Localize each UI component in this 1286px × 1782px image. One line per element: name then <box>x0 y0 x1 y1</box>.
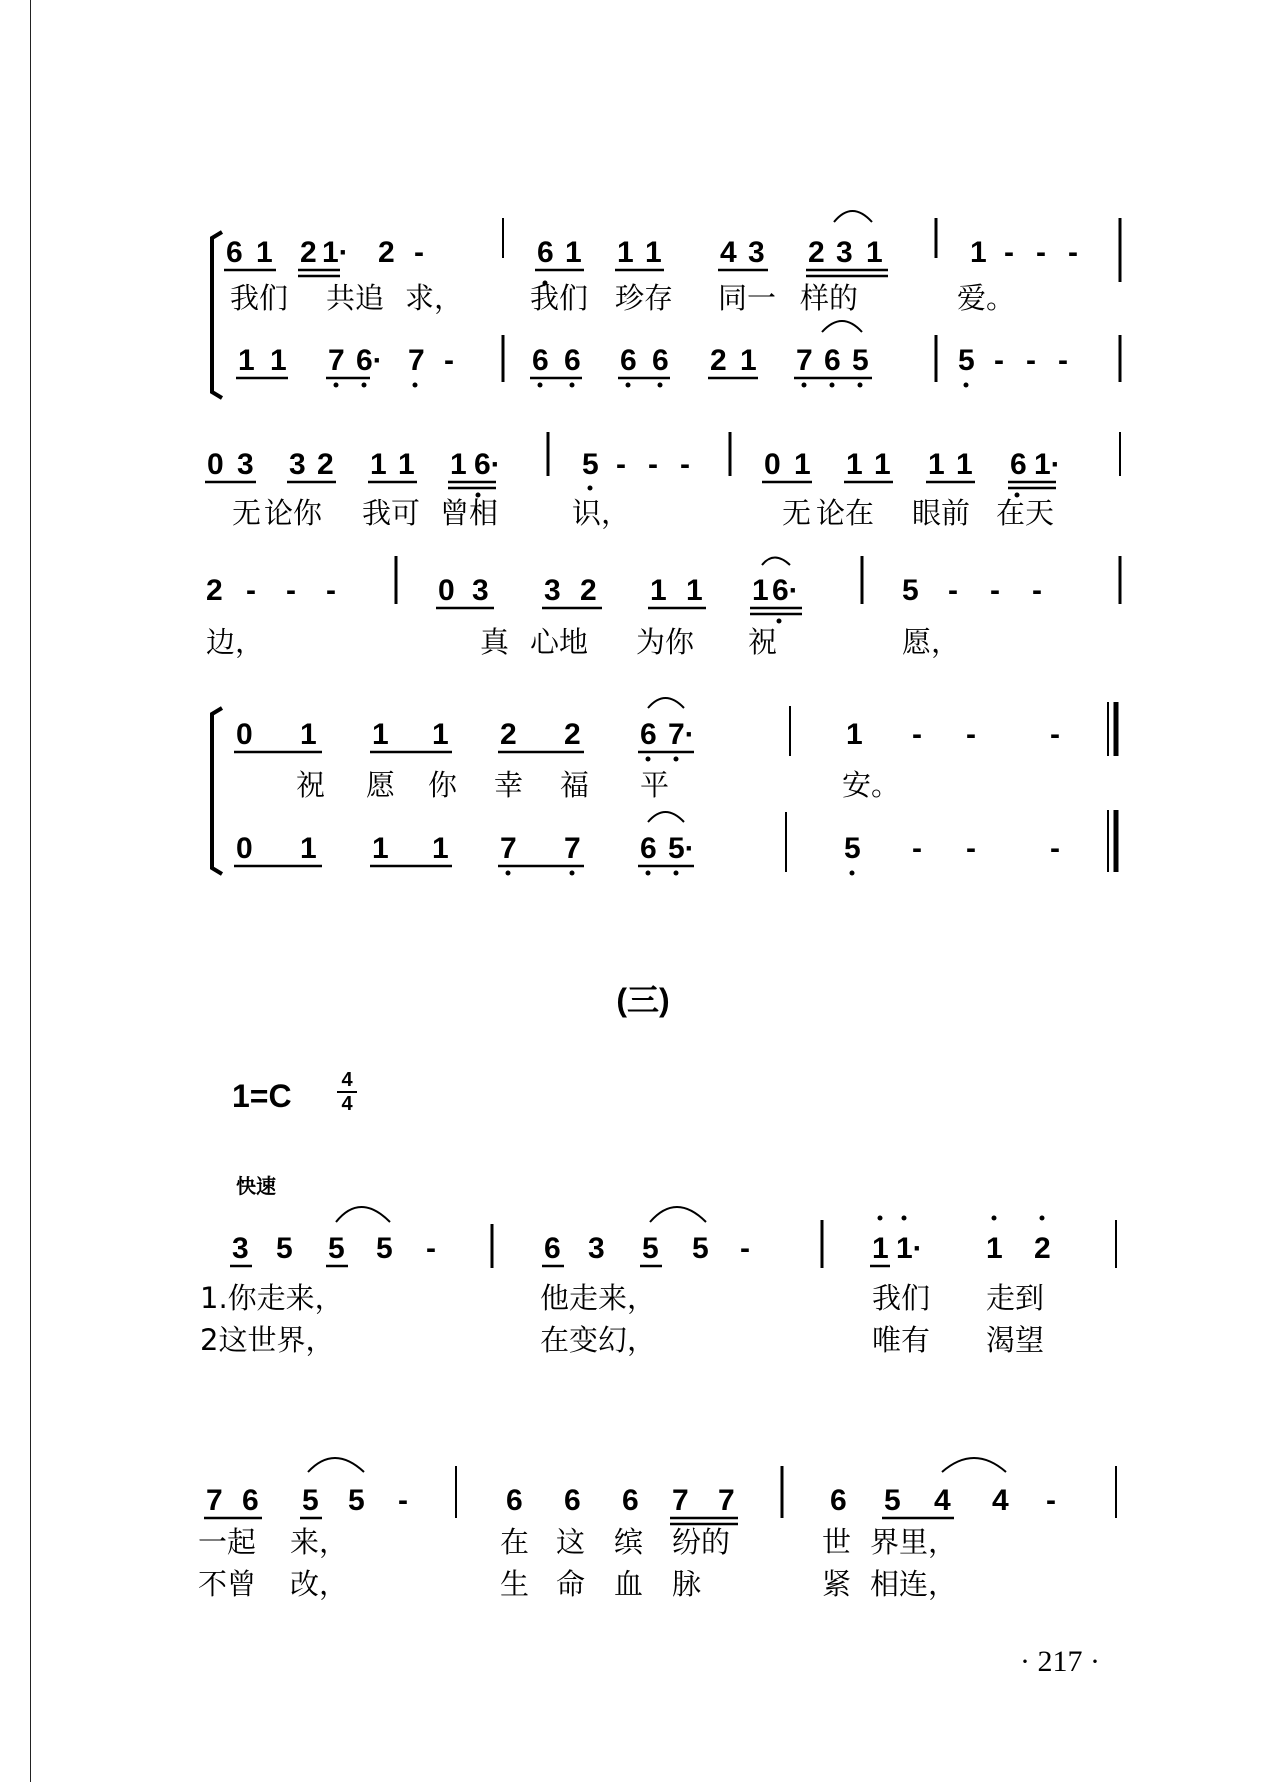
svg-text:7: 7 <box>328 344 345 377</box>
svg-text:1: 1 <box>432 832 449 865</box>
svg-text:1: 1 <box>270 344 287 377</box>
svg-text:6: 6 <box>544 1232 561 1265</box>
svg-text:6·: 6· <box>772 574 799 607</box>
svg-text:他走来，: 他走来， <box>540 1281 657 1315</box>
svg-text:为你: 为你 <box>636 625 695 659</box>
svg-text:改，: 改， <box>290 1567 349 1601</box>
svg-text:7: 7 <box>564 832 581 865</box>
svg-text:3: 3 <box>232 1232 249 1265</box>
svg-text:1.你走来，: 1.你走来， <box>200 1281 344 1315</box>
svg-text:1: 1 <box>370 448 387 481</box>
svg-text:来，: 来， <box>290 1525 349 1559</box>
svg-text:6: 6 <box>640 832 657 865</box>
svg-text:识，: 识， <box>572 496 631 530</box>
key-signature: 1=C <box>232 1078 292 1114</box>
svg-text:-: - <box>680 448 690 481</box>
svg-text:我可: 我可 <box>362 496 421 530</box>
svg-text:7: 7 <box>408 344 425 377</box>
svg-text:0: 0 <box>438 574 455 607</box>
svg-text:3: 3 <box>544 574 561 607</box>
svg-text:-: - <box>1032 574 1042 607</box>
svg-text:1: 1 <box>874 448 891 481</box>
svg-text:6: 6 <box>824 344 841 377</box>
svg-text:边，: 边， <box>206 625 265 659</box>
lyrics-verse-1 <box>200 1281 1044 1315</box>
svg-text:共追: 共追 <box>326 281 385 315</box>
svg-text:曾相: 曾相 <box>440 496 499 530</box>
svg-text:5: 5 <box>348 1484 365 1517</box>
svg-text:-: - <box>994 344 1004 377</box>
system-4 <box>212 698 1116 876</box>
svg-text:1: 1 <box>450 448 467 481</box>
svg-text:在天: 在天 <box>996 496 1055 530</box>
lyrics-verse-2-cont <box>198 1567 957 1601</box>
system-6 <box>198 1458 1116 1601</box>
svg-text:3: 3 <box>836 236 853 269</box>
svg-text:血: 血 <box>614 1567 644 1601</box>
svg-text:-: - <box>966 832 976 865</box>
svg-text:5: 5 <box>276 1232 293 1265</box>
svg-text:1: 1 <box>752 574 769 607</box>
svg-text:幸: 幸 <box>494 768 524 802</box>
svg-text:4: 4 <box>720 236 737 269</box>
svg-text:5: 5 <box>884 1484 901 1517</box>
system-2 <box>205 432 1120 530</box>
svg-text:界里，: 界里， <box>870 1525 958 1559</box>
svg-text:2这世界，: 2这世界， <box>200 1323 335 1357</box>
svg-text:缤: 缤 <box>614 1525 644 1559</box>
svg-text:-: - <box>1058 344 1068 377</box>
svg-text:-: - <box>648 448 658 481</box>
system-3 <box>206 556 1120 659</box>
svg-text:我们: 我们 <box>230 281 289 315</box>
lower-voice-notes <box>238 344 1068 377</box>
svg-text:纷的: 纷的 <box>672 1525 731 1559</box>
svg-text:6: 6 <box>622 1484 639 1517</box>
svg-text:1: 1 <box>872 1232 889 1265</box>
time-signature <box>337 1070 357 1114</box>
svg-text:-: - <box>1004 236 1014 269</box>
svg-text:世: 世 <box>822 1525 852 1559</box>
tempo-marking: 快速 <box>236 1174 276 1198</box>
svg-text:2: 2 <box>317 448 334 481</box>
svg-text:走到: 走到 <box>986 1281 1045 1315</box>
svg-text:眼前: 眼前 <box>912 496 971 530</box>
svg-text:1: 1 <box>300 718 317 751</box>
svg-text:紧: 紧 <box>822 1567 852 1601</box>
svg-text:渴望: 渴望 <box>986 1323 1045 1357</box>
svg-text:5: 5 <box>582 448 599 481</box>
time-signature-top: 4 <box>341 1069 353 1091</box>
svg-text:1: 1 <box>866 236 883 269</box>
svg-text:脉: 脉 <box>672 1567 702 1601</box>
svg-text:6·: 6· <box>474 448 501 481</box>
svg-text:5: 5 <box>692 1232 709 1265</box>
svg-text:2: 2 <box>564 718 581 751</box>
svg-text:5: 5 <box>902 574 919 607</box>
svg-text:-: - <box>426 1232 436 1265</box>
svg-text:7·: 7· <box>668 718 695 751</box>
svg-text:生: 生 <box>500 1567 530 1601</box>
lyrics-line-4 <box>296 768 900 802</box>
upper-voice-notes <box>226 236 1078 269</box>
svg-text:样的: 样的 <box>800 281 859 315</box>
svg-text:愿，: 愿， <box>902 625 961 659</box>
svg-text:5: 5 <box>642 1232 659 1265</box>
svg-text:-: - <box>1050 832 1060 865</box>
svg-text:3: 3 <box>588 1232 605 1265</box>
svg-text:-: - <box>616 448 626 481</box>
svg-text:在变幻，: 在变幻， <box>540 1323 657 1357</box>
svg-text:-: - <box>1068 236 1078 269</box>
lyrics-line-3 <box>206 625 960 659</box>
svg-text:5: 5 <box>328 1232 345 1265</box>
svg-text:3: 3 <box>237 448 254 481</box>
svg-text:2: 2 <box>580 574 597 607</box>
svg-text:3: 3 <box>472 574 489 607</box>
svg-text:一起: 一起 <box>198 1525 257 1559</box>
lyrics-verse-2 <box>200 1323 1044 1357</box>
svg-text:1: 1 <box>617 236 634 269</box>
svg-text:5: 5 <box>302 1484 319 1517</box>
svg-text:无: 无 <box>232 496 262 530</box>
svg-text:-: - <box>398 1484 408 1517</box>
svg-text:6: 6 <box>506 1484 523 1517</box>
svg-text:祝: 祝 <box>748 625 778 659</box>
svg-text:爱。: 爱。 <box>957 281 1016 315</box>
svg-text:2: 2 <box>206 574 223 607</box>
svg-text:6: 6 <box>830 1484 847 1517</box>
svg-text:-: - <box>326 574 336 607</box>
svg-text:同一: 同一 <box>718 281 777 315</box>
svg-text:-: - <box>286 574 296 607</box>
svg-text:相连，: 相连， <box>870 1567 958 1601</box>
svg-text:6: 6 <box>652 344 669 377</box>
svg-text:5: 5 <box>376 1232 393 1265</box>
svg-text:真: 真 <box>480 625 510 659</box>
svg-text:1: 1 <box>846 718 863 751</box>
svg-text:1: 1 <box>794 448 811 481</box>
svg-text:1: 1 <box>256 236 273 269</box>
svg-text:2: 2 <box>710 344 727 377</box>
svg-text:我们: 我们 <box>872 1281 931 1315</box>
svg-text:不曾: 不曾 <box>198 1567 257 1601</box>
svg-text:4: 4 <box>934 1484 951 1517</box>
svg-text:7: 7 <box>718 1484 735 1517</box>
svg-text:-: - <box>414 236 424 269</box>
svg-text:1: 1 <box>740 344 757 377</box>
svg-text:-: - <box>990 574 1000 607</box>
svg-text:1: 1 <box>238 344 255 377</box>
svg-text:祝: 祝 <box>296 768 326 802</box>
svg-text:6: 6 <box>242 1484 259 1517</box>
svg-text:-: - <box>444 344 454 377</box>
svg-text:1: 1 <box>372 832 389 865</box>
svg-text:-: - <box>1050 718 1060 751</box>
svg-text:1: 1 <box>300 832 317 865</box>
svg-text:唯有: 唯有 <box>872 1323 931 1357</box>
page-number: · 217 · <box>1020 1645 1100 1678</box>
svg-text:1: 1 <box>645 236 662 269</box>
svg-text:2: 2 <box>378 236 395 269</box>
svg-text:0: 0 <box>236 832 253 865</box>
svg-text:6: 6 <box>564 1484 581 1517</box>
svg-text:7: 7 <box>500 832 517 865</box>
svg-text:-: - <box>912 718 922 751</box>
svg-text:0: 0 <box>764 448 781 481</box>
svg-text:1: 1 <box>650 574 667 607</box>
svg-text:6: 6 <box>564 344 581 377</box>
svg-text:1: 1 <box>970 236 987 269</box>
svg-text:1: 1 <box>986 1232 1003 1265</box>
lyrics-verse-1-cont <box>198 1525 957 1559</box>
svg-text:愿: 愿 <box>366 768 396 802</box>
svg-text:2: 2 <box>808 236 825 269</box>
svg-text:2: 2 <box>300 236 317 269</box>
time-signature-bottom: 4 <box>341 1093 353 1115</box>
section-heading: (三) <box>616 982 670 1018</box>
svg-text:6: 6 <box>532 344 549 377</box>
system-1 <box>212 211 1120 398</box>
svg-text:求，: 求， <box>405 281 464 315</box>
svg-text:7: 7 <box>206 1484 223 1517</box>
system-5 <box>200 1207 1116 1357</box>
svg-text:7: 7 <box>672 1484 689 1517</box>
svg-text:在: 在 <box>500 1525 530 1559</box>
system-bracket <box>212 232 222 398</box>
svg-text:2: 2 <box>1034 1232 1051 1265</box>
svg-text:你: 你 <box>428 768 458 802</box>
svg-text:1: 1 <box>432 718 449 751</box>
system-bracket <box>212 708 222 874</box>
svg-text:-: - <box>948 574 958 607</box>
svg-text:-: - <box>1046 1484 1056 1517</box>
svg-text:我们: 我们 <box>530 281 589 315</box>
svg-text:4: 4 <box>992 1484 1009 1517</box>
svg-text:5·: 5· <box>668 832 695 865</box>
svg-text:1·: 1· <box>322 236 349 269</box>
svg-text:6: 6 <box>1010 448 1027 481</box>
svg-text:福: 福 <box>560 768 590 802</box>
svg-text:1: 1 <box>956 448 973 481</box>
svg-text:5: 5 <box>844 832 861 865</box>
svg-text:1: 1 <box>686 574 703 607</box>
svg-text:-: - <box>912 832 922 865</box>
svg-text:-: - <box>740 1232 750 1265</box>
svg-text:1: 1 <box>372 718 389 751</box>
svg-text:5: 5 <box>958 344 975 377</box>
svg-text:2: 2 <box>500 718 517 751</box>
svg-text:1·: 1· <box>896 1232 923 1265</box>
svg-text:6: 6 <box>537 236 554 269</box>
svg-text:1: 1 <box>928 448 945 481</box>
lyrics-line-2 <box>232 496 1054 530</box>
svg-text:1: 1 <box>398 448 415 481</box>
svg-text:-: - <box>246 574 256 607</box>
svg-text:6: 6 <box>640 718 657 751</box>
svg-text:论你: 论你 <box>264 496 323 530</box>
svg-text:3: 3 <box>748 236 765 269</box>
svg-text:命: 命 <box>556 1567 586 1601</box>
svg-text:1·: 1· <box>1034 448 1061 481</box>
svg-text:论在: 论在 <box>816 496 875 530</box>
svg-text:平: 平 <box>640 768 670 802</box>
svg-text:心地: 心地 <box>530 625 589 659</box>
svg-text:-: - <box>1036 236 1046 269</box>
svg-text:安。: 安。 <box>842 768 901 802</box>
svg-text:1: 1 <box>846 448 863 481</box>
svg-text:-: - <box>1026 344 1036 377</box>
svg-text:6: 6 <box>226 236 243 269</box>
svg-text:0: 0 <box>236 718 253 751</box>
svg-text:1: 1 <box>565 236 582 269</box>
svg-text:5: 5 <box>852 344 869 377</box>
svg-text:珍存: 珍存 <box>615 281 674 315</box>
svg-text:0: 0 <box>207 448 224 481</box>
lyrics-line-1 <box>230 281 1015 315</box>
svg-text:这: 这 <box>556 1525 586 1559</box>
svg-text:-: - <box>966 718 976 751</box>
svg-text:6: 6 <box>620 344 637 377</box>
svg-text:7: 7 <box>796 344 813 377</box>
svg-text:3: 3 <box>289 448 306 481</box>
svg-text:无: 无 <box>782 496 812 530</box>
svg-text:6·: 6· <box>356 344 383 377</box>
